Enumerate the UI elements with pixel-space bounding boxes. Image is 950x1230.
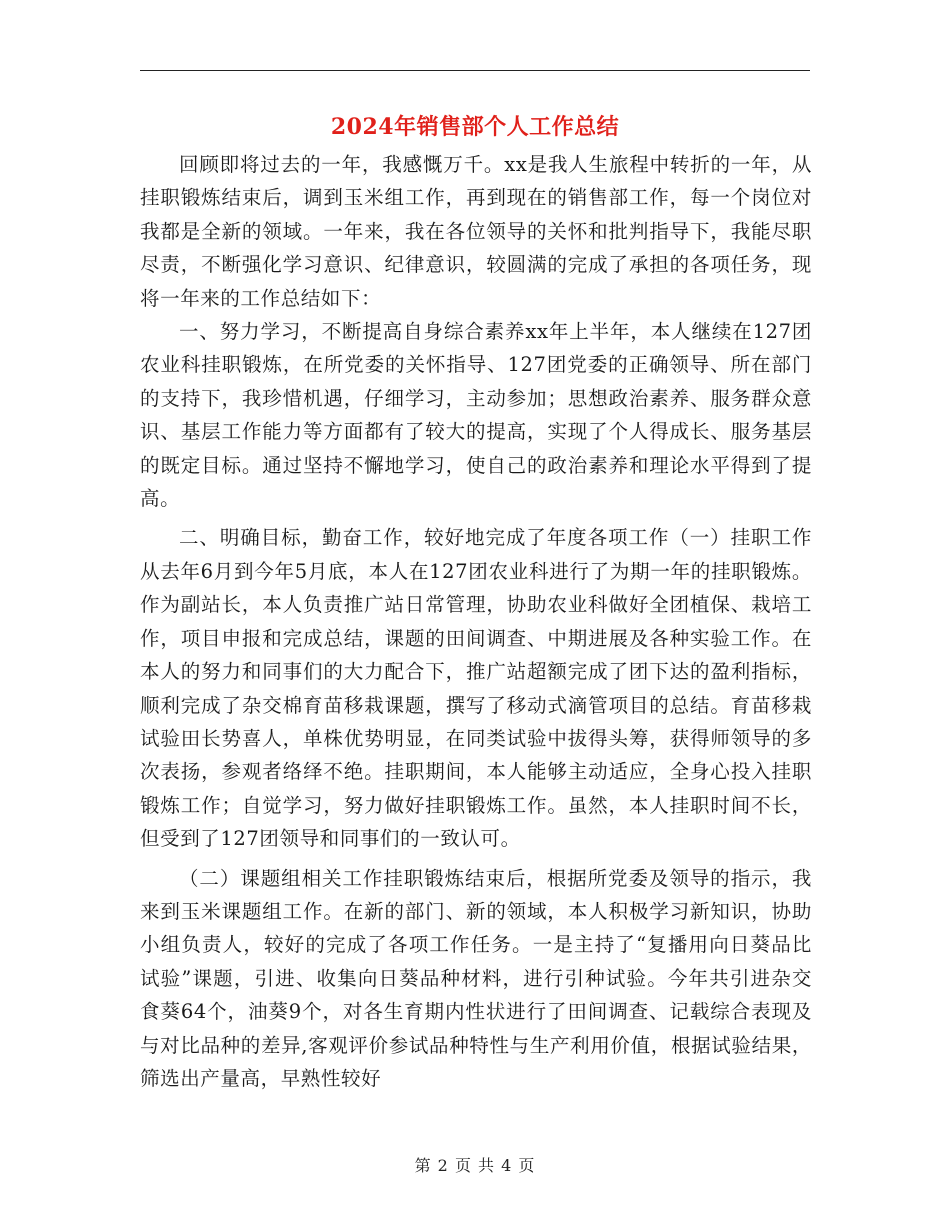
page-number: 第 2 页 共 4 页 [414, 1156, 536, 1175]
paragraph-section-2-2: （二）课题组相关工作挂职锻炼结束后，根据所党委及领导的指示，我来到玉米课题组工作。在新的部门、新的领域，本人积极学习新知识，协助小组负责人，较好的完成了各项工作任务。一是主持了“复播用向日葵品比试验”课题，引进、收集向日葵品种材料，进行引种试验。今年共引进杂交食葵64个，油葵9个，对各生育期内性状进行了田间调查、记载综合表现及与对比品种的差异,客观评价参试品种特性与生产利用价值，根据试验结果，筛选出产量高，早熟性较好 [140, 866, 812, 1090]
paragraph-section-2: 二、明确目标，勤奋工作，较好地完成了年度各项工作（一）挂职工作从去年6月到今年5月底，本人在127团农业科进行了为期一年的挂职锻炼。作为副站长，本人负责推广站日常管理，协助农业科做好全团植保、栽培工作，项目申报和完成总结，课题的田间调查、中期进展及各种实验工作。在本人的努力和同事们的大力配合下，推广站超额完成了团下达的盈利指标，顺利完成了杂交棉育苗移栽课题，撰写了移动式滴管项目的总结。育苗移栽试验田长势喜人，单株优势明显，在同类试验中拔得头筹，获得师领导的多次表扬，参观者络绎不绝。挂职期间，本人能够主动适应，全身心投入挂职锻炼工作；自觉学习，努力做好挂职锻炼工作。虽然，本人挂职时间不长，但受到了127团领导和同事们的一致认可。 [140, 526, 812, 851]
paragraph-intro: 回顾即将过去的一年，我感慨万千。xx是我人生旅程中转折的一年，从挂职锻炼结束后，调到玉米组工作，再到现在的销售部工作，每一个岗位对我都是全新的领域。一年来，我在各位领导的关怀和批判指导下，我能尽职尽责，不断强化学习意识、纪律意识，较圆满的完成了承担的各项任务，现将一年来的工作总结如下： [140, 153, 812, 310]
header-rule [140, 70, 810, 71]
document-title: 2024年销售部个人工作总结 [330, 114, 620, 140]
paragraph-section-1: 一、努力学习，不断提高自身综合素养xx年上半年，本人继续在127团农业科挂职锻炼，在所党委的关怀指导、127团党委的正确领导、所在部门的支持下，我珍惜机遇，仔细学习，主动参加；思想政治素养、服务群众意识、基层工作能力等方面都有了较大的提高，实现了个人得成长、服务基层的既定目标。通过坚持不懈地学习，使自己的政治素养和理论水平得到了提高。 [140, 320, 812, 511]
document-body [140, 148, 812, 1095]
